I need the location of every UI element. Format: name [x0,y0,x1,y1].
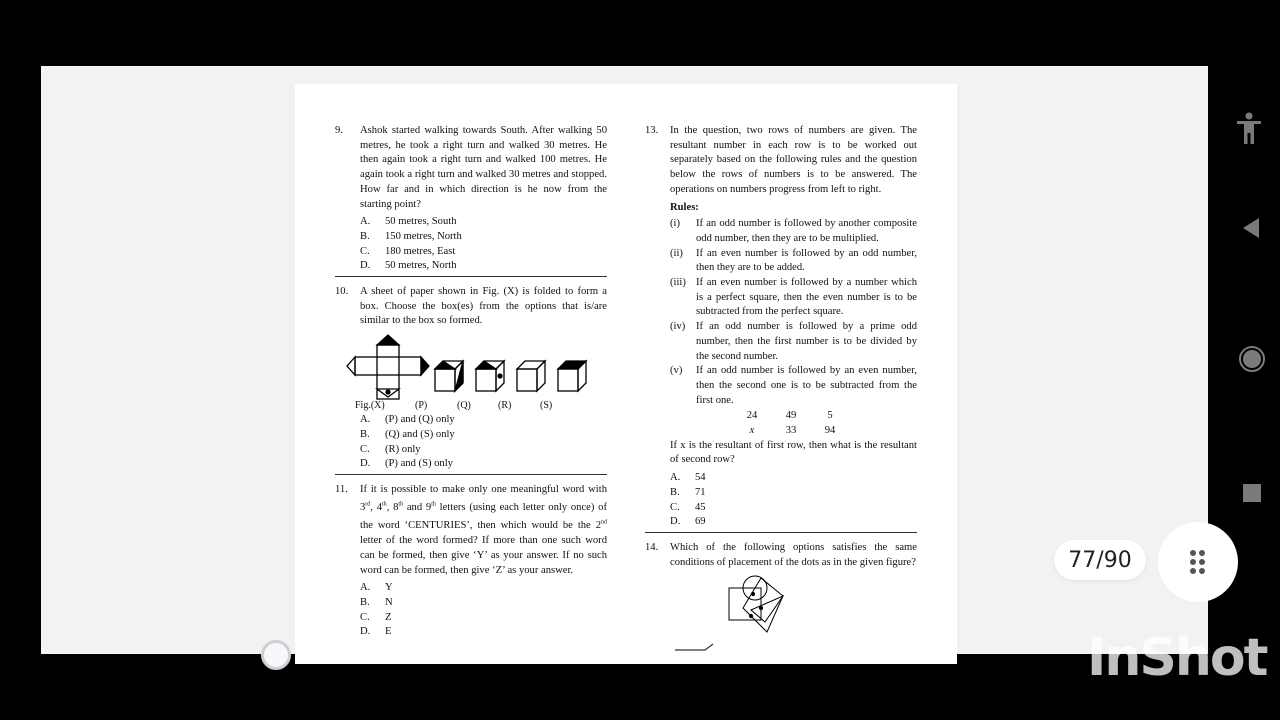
option-letter: B. [360,230,370,242]
divider [645,532,917,533]
option [360,428,607,443]
question-number: 9. [335,125,343,136]
grid-dots-icon [1188,548,1208,576]
question-text: A sheet of paper shown in Fig. (X) is folded to form a box. Choose the box(es) from the options that is/are similar to the box so formed. [360,286,607,327]
options-list [335,215,607,274]
option-letter: D. [360,626,371,638]
option [360,457,607,472]
option [360,625,607,640]
option-text: 71 [695,486,706,498]
option-letter: C. [670,501,680,513]
question-10 [335,285,607,329]
option-letter: D. [670,516,681,528]
option [360,245,607,260]
option [670,501,917,516]
figure-label: (P) [415,400,428,412]
question-text: In the question, two rows of numbers are given. The resultant number in each row is to be worked out separately based on the following rules and the question below the rows of numbers is to be answered. The operations on numbers progress from left to right. [670,125,917,195]
option [360,581,607,596]
number-cell: 94 [824,425,836,437]
figure-label: (S) [540,400,553,412]
option-letter: B. [670,486,680,498]
option-text: (R) only [385,443,421,455]
question-13 [645,124,917,198]
number-cell: 5 [827,410,833,422]
option-text: E [385,626,392,638]
option-text: (P) and (S) only [385,458,453,470]
divider [335,276,607,277]
recents-icon[interactable] [1243,484,1261,502]
number-cell: 33 [785,425,797,437]
pdf-viewer[interactable] [41,66,1267,688]
question-number: 13. [645,125,659,136]
rule: (i) If an odd number is followed by another composite odd number, then they are to be multiplied. [670,218,917,244]
rule: (v) If an odd number is followed by an even number, then the second one is to be subtracted from the first one. [670,365,917,406]
number-cell: 49 [785,410,797,422]
option [360,596,607,611]
question-number: 11. [335,483,348,495]
option-text: 50 metres, North [385,260,457,272]
option-text: (Q) and (S) only [385,428,455,440]
touch-indicator [261,640,291,670]
figure-label: Fig.(X) [355,400,385,412]
option-letter: D. [360,458,371,470]
options-list [335,581,607,640]
rules-heading: Rules: [670,201,699,213]
option-letter: C. [360,443,370,455]
question-text: Which of the following options satisfies the same conditions of placement of the dots as in the given figure? [670,541,917,568]
question-11 [335,483,607,578]
option-letter: C. [360,611,370,623]
number-rows [732,409,917,438]
option [360,259,607,274]
back-icon[interactable] [1241,216,1261,240]
option-letter: A. [360,582,371,594]
cube-net-diagram [351,331,601,403]
left-column [335,124,607,640]
question-number: 10. [335,286,349,298]
nav-bar [1208,0,1280,720]
option-text: 54 [695,472,706,484]
option [360,230,607,245]
option [670,515,917,530]
rule: (iv) If an odd number is followed by a prime odd number, then the first number is to be divided by the second number. [670,321,917,362]
figure-label: (Q) [457,400,471,412]
home-icon[interactable] [1238,345,1266,373]
option-text: 150 metres, North [385,230,462,242]
option [670,471,917,486]
option [360,443,607,458]
option-text: 69 [695,516,706,528]
rule: (ii) If an even number is followed by an odd number, then they are to be added. [670,247,917,274]
option [360,611,607,626]
option-letter: A. [670,472,681,484]
cube-figure [335,329,607,417]
option-text: 45 [695,501,706,513]
question-14 [645,541,917,570]
figure-label: (R) [498,400,512,412]
option-letter: A. [360,216,371,228]
divider [335,474,607,475]
option-letter: B. [360,596,370,608]
accessibility-icon[interactable] [1236,112,1262,146]
dots-figure [725,574,845,654]
option-text: Y [385,582,393,594]
option-letter: D. [360,260,371,272]
watermark: InShot [1087,628,1267,688]
option-text: Z [385,611,392,623]
number-cell: x [749,425,755,437]
question-text: Ashok started walking towards South. After walking 50 metres, he took a right turn and walked 30 metres. He then again took a right turn and walked 100 metres. He again took a right turn and walked 30 metres and stopped. How far and in which direction is he now from the starting point? [360,125,607,210]
options-list [335,413,607,472]
rule: (iii) If an even number is followed by a number which is a perfect square, then the even number is to be subtracted from the perfect square. [670,277,917,318]
right-column [645,124,917,660]
option-text: 180 metres, East [385,245,456,257]
option-letter: C. [360,245,370,257]
question-text: If it is possible to make only one meaningful word with 3rd, 4th, 8th and 9th letters (using each letter only once) of the word ‘CENTURIES’, then which would be the 2nd letter of the word formed? If more than one such word can be formed, then give ‘Y’ as your answer. If no such word can be formed, then give ‘Z’ as your answer. [360,483,608,576]
page-counter: 77/90 [1054,540,1146,580]
pdf-page [295,84,957,664]
question-13-prompt: If x is the resultant of first row, then what is the resultant of second row? [670,439,917,466]
options-list [645,471,917,530]
option-text: (P) and (Q) only [385,414,455,426]
question-number: 14. [645,541,659,553]
option [360,215,607,230]
option [670,486,917,501]
option-letter: A. [360,414,371,426]
number-cell: 24 [746,410,758,422]
option-letter: B. [360,428,370,440]
option-text: N [385,596,393,608]
option-text: 50 metres, South [385,216,457,228]
question-9 [335,124,607,212]
